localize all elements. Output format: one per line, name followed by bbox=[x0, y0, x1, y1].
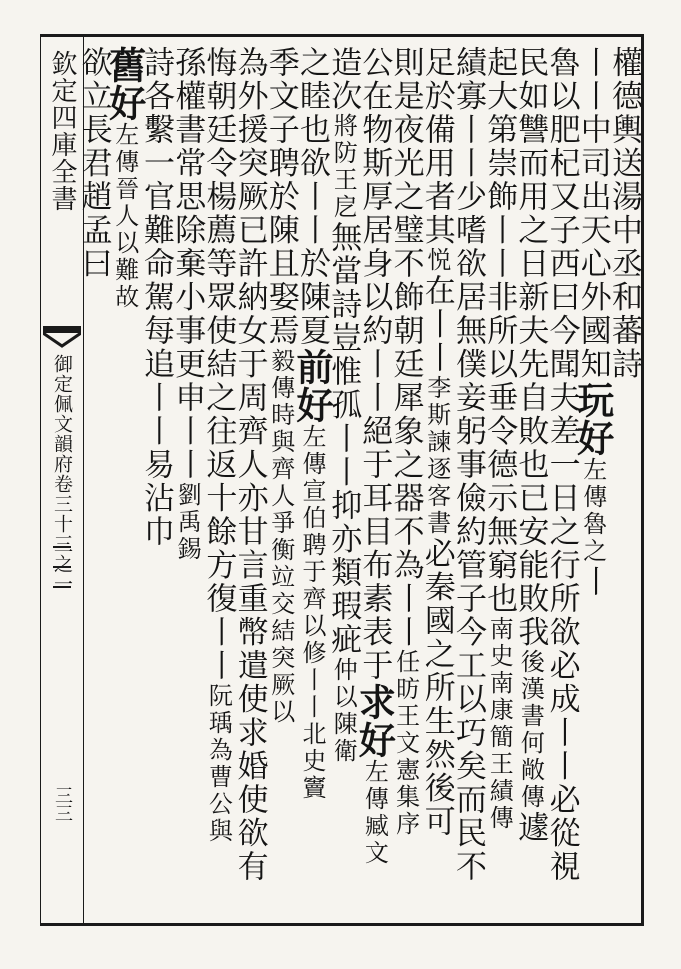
text-segment: 遽 bbox=[512, 811, 549, 845]
citation-note: 左傳晉人以難故 bbox=[110, 122, 139, 311]
headword: 前好 bbox=[290, 347, 334, 424]
citation-note: 李斯諫逐客書 bbox=[422, 374, 451, 537]
citation-note: 後漢書何敞傳 bbox=[516, 649, 545, 811]
text-segment: 在丨丨 bbox=[418, 274, 455, 375]
citation-note: 任昉王文憲集序 bbox=[391, 649, 420, 838]
text-segment: 丨丨中司出天心外國知 bbox=[574, 46, 611, 381]
text-segment: 季文子聘於陳且娶焉 bbox=[262, 46, 299, 348]
headword: 舊好 bbox=[102, 46, 147, 122]
text-segment: 則是夜光之璧不飾朝廷犀象之器不為丨丨 bbox=[387, 46, 424, 649]
text-column bbox=[74, 46, 114, 916]
citation-note: 北史竇 bbox=[298, 720, 326, 802]
headword: 玩好 bbox=[570, 381, 615, 457]
text-segment: 民如讐而用之日新夫先自敗也已安能敗我 bbox=[512, 46, 549, 649]
citation-note: 阮瑀為曹公與 bbox=[204, 682, 233, 845]
text-segment: 悔朝廷令楊薦等眾使結之往返十餘方復丨丨 bbox=[200, 46, 237, 683]
text-segment: 孫權書常思除棄小事更申丨丨 bbox=[169, 46, 206, 482]
text-segment: 詩各繫一官難命駕每追丨丨易沾巾 bbox=[138, 46, 174, 549]
citation-note: 南史南康簡王績傳 bbox=[485, 615, 514, 832]
volume-title: 御定佩文韻府卷三十三之一 bbox=[51, 354, 73, 594]
text-segment: 起大第崇飾丨丨非所以垂令德示無窮也 bbox=[481, 46, 518, 616]
margin-dash-marks-icon bbox=[50, 539, 74, 599]
citation-note: 左傳宣伯聘于齊以修丨丨 bbox=[298, 423, 326, 721]
text-segment: 權德輿送湯中丞和蕃詩 bbox=[606, 46, 642, 381]
text-segment: 無當詩豈惟孤丨丨抑亦類瑕疵 bbox=[325, 221, 362, 657]
citation-note: 左傳臧文 bbox=[360, 758, 389, 867]
text-segment: 欲立長君趙孟曰 bbox=[75, 46, 112, 281]
text-segment: 足於備用者其 bbox=[418, 46, 455, 247]
citation-note: 悦 bbox=[422, 247, 451, 274]
citation-note: 仲以陳衛 bbox=[329, 656, 358, 765]
text-segment: 造次 bbox=[325, 46, 362, 113]
citation-note: 毅傳時與齊人爭衡竝交結突厥以 bbox=[266, 347, 295, 726]
headword: 求好 bbox=[352, 682, 397, 759]
text-segment: 為外援突厥已許納女于周齊人亦甘言重幣遣使求婚使欲有 bbox=[231, 46, 268, 884]
text-segment: 魯以肥杞又子西曰今聞夫差一日之行所欲必成丨丨必從視 bbox=[543, 46, 580, 884]
page-number: 三三 bbox=[52, 786, 73, 822]
text-segment: 績寡丨丨少嗜欲居無僕妾躬事儉約管子今工以巧矣而民不 bbox=[450, 46, 486, 884]
text-segment: 必秦國之所生然後可 bbox=[418, 536, 455, 838]
text-segment: 公在物斯厚居身以約丨丨絕于耳目布素表于 bbox=[356, 46, 393, 683]
citation-note: 劉禹錫 bbox=[173, 481, 202, 563]
text-segment: 丨 bbox=[574, 565, 611, 599]
citation-note: 將防王戹 bbox=[329, 113, 358, 221]
book-title: 欽定四庫全書 bbox=[47, 50, 77, 212]
citation-note: 左傳魯之 bbox=[578, 457, 607, 565]
text-segment: 之睦也欲丨丨於陳夏 bbox=[294, 46, 330, 348]
